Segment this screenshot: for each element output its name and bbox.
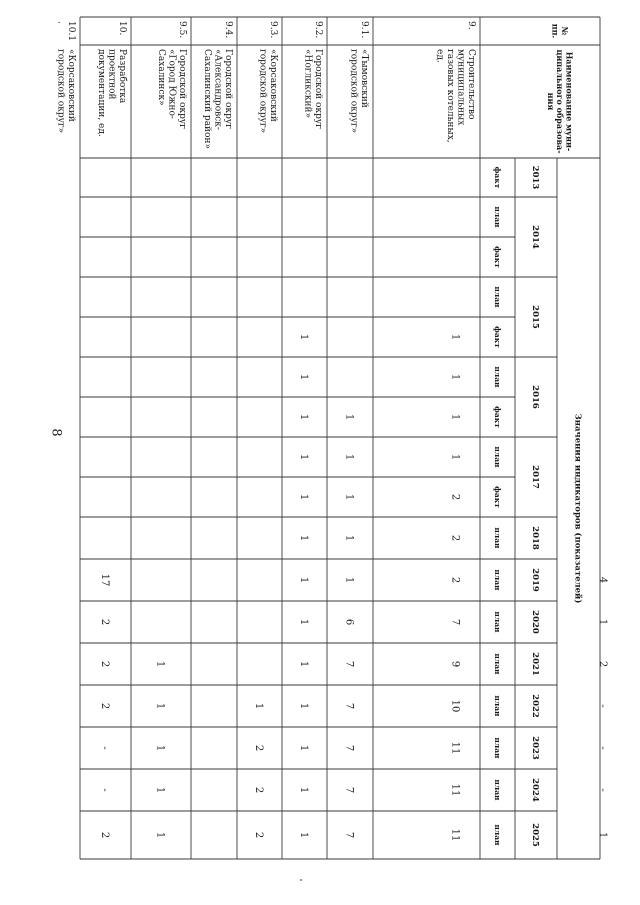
header-plan-col-18: план	[492, 824, 502, 846]
row-1-cell-8: 1	[343, 493, 355, 501]
row-0-cell-14: 11	[449, 741, 461, 755]
row-7-cell-16: 1	[597, 831, 608, 839]
row-5-cell-13: 1	[154, 702, 166, 710]
scan-speck	[300, 879, 302, 881]
row-3-cell-13: 1	[253, 702, 264, 710]
row-2-cell-12: 1	[298, 660, 309, 668]
header-plan-col-15: план	[492, 695, 502, 717]
row-7-cell-11: 1	[597, 618, 608, 626]
header-year-2021: 2021	[530, 652, 541, 676]
row-5-cell-14: 1	[154, 744, 166, 752]
header-year-2017: 2017	[530, 465, 541, 489]
row-2-cell-11: 1	[298, 618, 309, 626]
header-fact-col-8: факт	[492, 406, 502, 428]
row-0-cell-8: 2	[449, 493, 461, 501]
header-year-2016: 2016	[530, 385, 541, 409]
row-6-cell-10: 17	[99, 573, 110, 587]
row-0-no: 9.	[466, 21, 476, 30]
row-0-cell-9: 2	[449, 534, 461, 542]
row-7-cell-10: 4	[597, 576, 608, 584]
row-0-cell-7: 1	[449, 453, 461, 461]
page-number: 8	[48, 428, 64, 437]
header-fact-col-4: факт	[492, 246, 502, 268]
row-1-cell-15: 7	[343, 786, 355, 794]
row-6-name: Разработкапроектнойдокументации, ед.	[96, 49, 127, 137]
header-plan-col-7: план	[492, 366, 502, 388]
row-1-cell-14: 7	[343, 744, 355, 752]
row-0-name: Строительствомуниципальныхгазовых котельных,ед.	[434, 49, 476, 143]
header-year-2015: 2015	[530, 305, 541, 329]
header-plan-col-9: план	[492, 446, 502, 468]
row-2-cell-16: 1	[298, 831, 309, 839]
header-fact-col-6: факт	[492, 326, 502, 348]
row-5-cell-16: 1	[154, 831, 166, 839]
row-0-cell-10: 2	[449, 576, 461, 584]
row-1-no: 9.1.	[359, 21, 369, 39]
row-2-cell-14: 1	[298, 744, 309, 752]
row-2-cell-9: 1	[298, 534, 309, 542]
row-0-cell-16: 11	[449, 828, 461, 842]
row-3-cell-15: 2	[253, 786, 264, 794]
row-2-cell-5: 1	[298, 373, 309, 381]
row-5-no: 9.5.	[177, 21, 187, 39]
row-7-cell-14: -	[597, 746, 608, 750]
row-6-cell-13: 2	[99, 702, 110, 710]
row-3-cell-14: 2	[253, 744, 264, 752]
header-year-2020: 2020	[530, 610, 541, 634]
row-1-cell-12: 7	[343, 660, 355, 668]
header-plan-col-11: план	[492, 527, 502, 549]
row-6-cell-11: 2	[99, 618, 110, 626]
row-4-name: Городской округ«Александровск-Сахалинский район»	[202, 49, 233, 149]
row-2-cell-10: 1	[298, 576, 309, 584]
row-0-cell-11: 7	[449, 618, 461, 626]
row-0-cell-4: 1	[449, 333, 461, 341]
header-plan-col-14: план	[492, 653, 502, 675]
header-year-2022: 2022	[530, 694, 541, 718]
row-5-cell-15: 1	[154, 786, 166, 794]
row-6-cell-12: 2	[99, 660, 110, 668]
row-5-name: Городской округ«Город Южно-Сахалинск»	[156, 49, 187, 129]
header-year-2013: 2013	[530, 165, 541, 190]
row-7-cell-12: 2	[597, 660, 608, 668]
row-1-cell-6: 1	[343, 413, 355, 421]
row-2-cell-6: 1	[298, 413, 309, 421]
row-0-cell-15: 11	[449, 783, 461, 797]
header-values: Значения индикаторов (показателей)	[572, 413, 583, 604]
header-plan-col-5: план	[492, 286, 502, 308]
row-0-cell-5: 1	[449, 373, 461, 381]
header-no: №пп.	[550, 23, 570, 39]
header-year-2024: 2024	[530, 778, 541, 802]
row-6-cell-15: -	[99, 788, 110, 792]
row-2-cell-4: 1	[298, 333, 309, 341]
indicators-table	[55, 17, 608, 859]
row-1-cell-16: 7	[343, 831, 355, 839]
row-2-cell-8: 1	[298, 493, 309, 501]
header-year-2018: 2018	[530, 526, 541, 550]
row-0-cell-6: 1	[449, 413, 461, 421]
header-fact-col-2: факт	[492, 166, 502, 189]
row-6-no: 10.	[117, 21, 127, 36]
row-6-cell-14: -	[99, 746, 110, 750]
row-7-name: «Корсаковскийгородской округ»	[55, 49, 76, 134]
row-4-no: 9.4.	[223, 21, 233, 39]
row-6-cell-16: 2	[99, 831, 110, 839]
row-1-name: «Тымовскийгородской округ»	[348, 49, 369, 134]
row-7-cell-13: -	[597, 704, 608, 708]
header-year-2014: 2014	[530, 225, 541, 249]
row-3-name: «Корсаковскийгородской округ»	[257, 49, 278, 134]
row-2-cell-13: 1	[298, 702, 309, 710]
row-1-cell-13: 7	[343, 702, 355, 710]
header-year-2025: 2025	[530, 823, 541, 847]
header-plan-col-13: план	[492, 611, 502, 633]
header-fact-col-10: факт	[492, 486, 502, 508]
row-7-no: 10.1.	[55, 21, 76, 42]
table-rotated-group	[56, 17, 609, 859]
indicators-table-grid	[55, 17, 608, 859]
header-plan-col-3: план	[492, 206, 502, 228]
row-0-cell-13: 10	[449, 699, 461, 713]
row-2-name: Городской округ«Ногликский»	[302, 49, 323, 129]
row-5-cell-12: 1	[154, 660, 166, 668]
header-plan-col-17: план	[492, 779, 502, 801]
row-1-cell-9: 1	[343, 534, 355, 542]
header-plan-col-16: план	[492, 737, 502, 759]
row-3-cell-16: 2	[253, 831, 264, 839]
header-year-2023: 2023	[530, 736, 541, 760]
row-2-cell-7: 1	[298, 453, 309, 461]
header-plan-col-12: план	[492, 569, 502, 591]
row-7-cell-15: -	[597, 788, 608, 792]
row-1-cell-11: 6	[343, 618, 355, 626]
row-1-cell-7: 1	[343, 453, 355, 461]
row-0-cell-12: 9	[449, 660, 461, 668]
header-name: Наименование муни-ципального образова-ния	[546, 49, 575, 154]
header-year-2019: 2019	[530, 568, 541, 592]
row-3-no: 9.3.	[268, 21, 278, 39]
row-2-cell-15: 1	[298, 786, 309, 794]
row-1-cell-10: 1	[343, 576, 355, 584]
row-2-no: 9.2.	[313, 21, 323, 39]
